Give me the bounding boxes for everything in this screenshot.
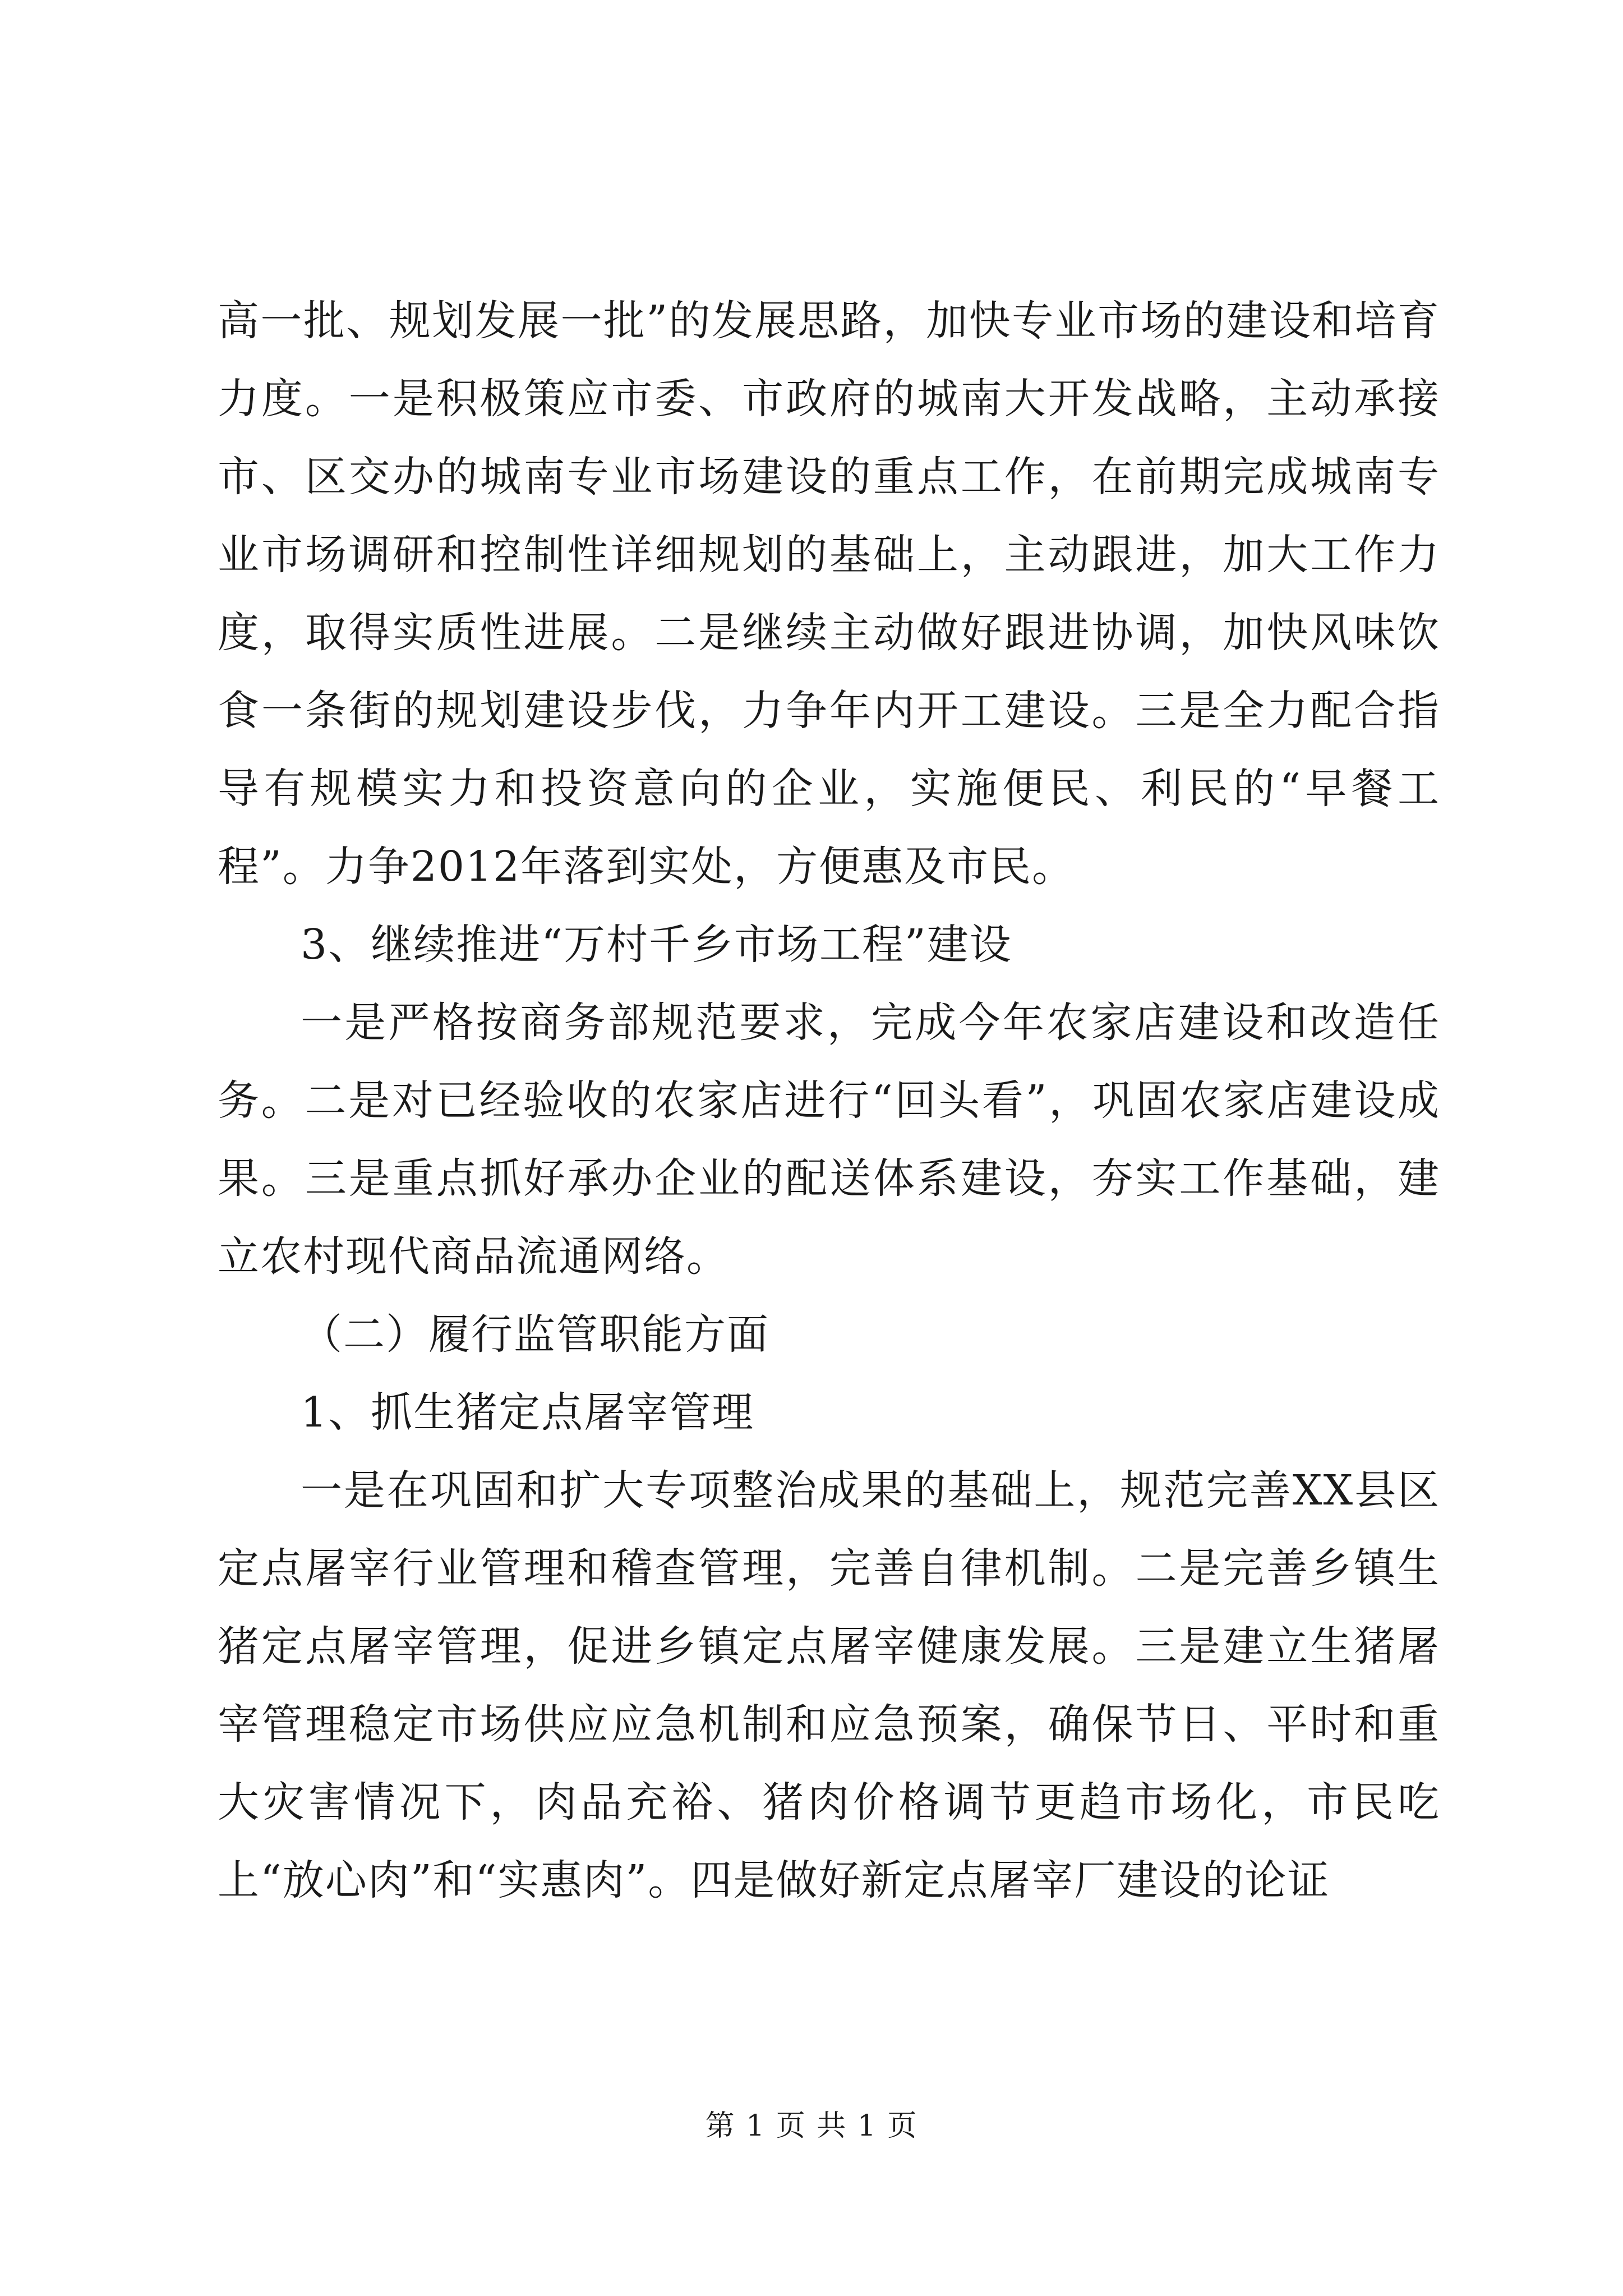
page-footer: 第 1 页 共 1 页 xyxy=(705,2109,918,2143)
paragraph-village-stores: 一是严格按商务部规范要求，完成今年农家店建设和改造任务。二是对已经验收的农家店进行“回头看”，巩固农家店建设成果。三是重点抓好承办企业的配送体系建设，夯实工作基础，建立农村现代商品流通网络。 xyxy=(218,999,1440,1281)
heading-supervision-functions: （二）履行监管职能方面 xyxy=(301,1310,769,1359)
heading-pig-slaughter-management: 1、抓生猪定点屠宰管理 xyxy=(301,1388,755,1437)
heading-village-market-project: 3、继续推进“万村千乡市场工程”建设 xyxy=(301,921,1012,969)
document-body xyxy=(218,282,1440,1920)
paragraph-slaughter-management: 一是在巩固和扩大专项整治成果的基础上，规范完善XX县区定点屠宰行业管理和稽查管理，完善自律机制。二是完善乡镇生猪定点屠宰管理，促进乡镇定点屠宰健康发展。三是建立生猪屠宰管理稳定市场供应应急机制和应急预案，确保节日、平时和重大灾害情况下，肉品充裕、猪肉价格调节更趋市场化，市民吃上“放心肉”和“实惠肉”。四是做好新定点屠宰厂建设的论证 xyxy=(218,1466,1440,1904)
paragraph-development-ideas: 高一批、规划发展一批”的发展思路，加快专业市场的建设和培育力度。一是积极策应市委、市政府的城南大开发战略，主动承接市、区交办的城南专业市场建设的重点工作，在前期完成城南专业市场调研和控制性详细规划的基础上，主动跟进，加大工作力度，取得实质性进展。二是继续主动做好跟进协调，加快风味饮食一条街的规划建设步伐，力争年内开工建设。三是全力配合指导有规模实力和投资意向的企业，实施便民、利民的“早餐工程”。力争2012年落到实处，方便惠及市民。 xyxy=(218,297,1440,891)
